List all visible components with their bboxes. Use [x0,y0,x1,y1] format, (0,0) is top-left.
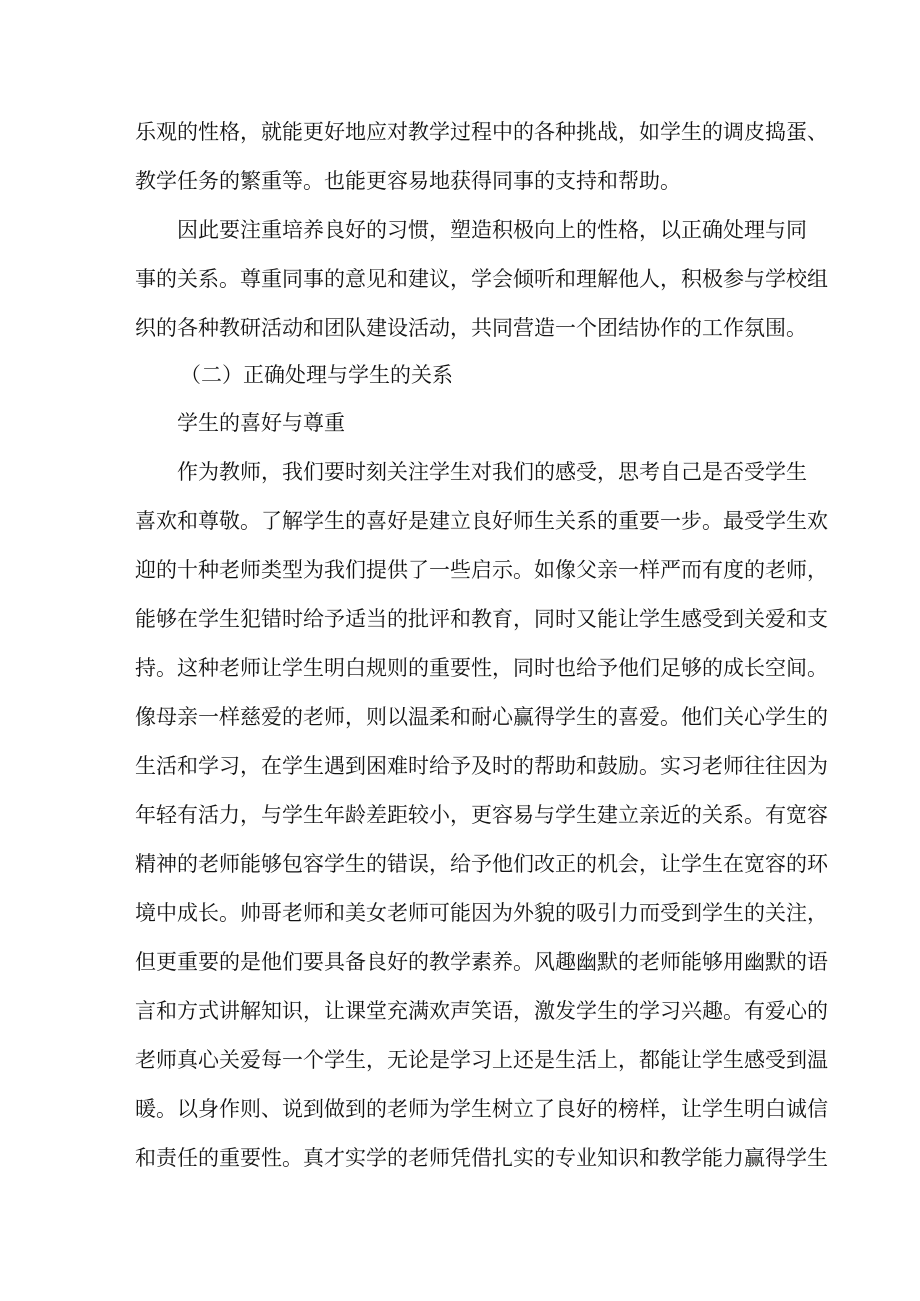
paragraph-line: 生活和学习，在学生遇到困难时给予及时的帮助和鼓励。实习老师往往因为 [135,754,828,778]
paragraph-line: 因此要注重培养良好的习惯，塑造积极向上的性格，以正确处理与同 [177,218,807,242]
paragraph-line: 和责任的重要性。真才实学的老师凭借扎实的专业知识和教学能力赢得学生 [135,1146,828,1170]
paragraph-line: 迎的十种老师类型为我们提供了一些启示。如像父亲一样严而有度的老师， [135,558,828,582]
paragraph-line: 暖。以身作则、说到做到的老师为学生树立了良好的榜样，让学生明白诚信 [135,1097,828,1121]
paragraph-line: 事的关系。尊重同事的意见和建议，学会倾听和理解他人，积极参与学校组 [135,267,828,291]
paragraph-line: 但更重要的是他们要具备良好的教学素养。风趣幽默的老师能够用幽默的语 [135,950,828,974]
subheading: 学生的喜好与尊重 [177,411,345,435]
paragraph-line: 作为教师，我们要时刻关注学生对我们的感受，思考自己是否受学生 [177,460,807,484]
paragraph-line: 能够在学生犯错时给予适当的批评和教育，同时又能让学生感受到关爱和支 [135,607,828,631]
paragraph-line: 老师真心关爱每一个学生，无论是学习上还是生活上，都能让学生感受到温 [135,1048,828,1072]
paragraph-line: 乐观的性格，就能更好地应对教学过程中的各种挑战，如学生的调皮捣蛋、 [135,120,828,144]
paragraph-line: 像母亲一样慈爱的老师，则以温柔和耐心赢得学生的喜爱。他们关心学生的 [135,705,828,729]
paragraph-line: 教学任务的繁重等。也能更容易地获得同事的支持和帮助。 [135,169,681,193]
paragraph-line: 织的各种教研活动和团队建设活动，共同营造一个团结协作的工作氛围。 [135,316,807,340]
paragraph-line: 年轻有活力，与学生年龄差距较小，更容易与学生建立亲近的关系。有宽容 [135,803,828,827]
paragraph-line: 境中成长。帅哥老师和美女老师可能因为外貌的吸引力而受到学生的关注， [135,901,828,925]
paragraph-line: 言和方式讲解知识，让课堂充满欢声笑语，激发学生的学习兴趣。有爱心的 [135,999,828,1023]
paragraph-line: 精神的老师能够包容学生的错误，给予他们改正的机会，让学生在宽容的环 [135,852,828,876]
paragraph-line: 喜欢和尊敬。了解学生的喜好是建立良好师生关系的重要一步。最受学生欢 [135,509,828,533]
section-heading: （二）正确处理与学生的关系 [180,363,453,387]
paragraph-line: 持。这种老师让学生明白规则的重要性，同时也给予他们足够的成长空间。 [135,656,828,680]
